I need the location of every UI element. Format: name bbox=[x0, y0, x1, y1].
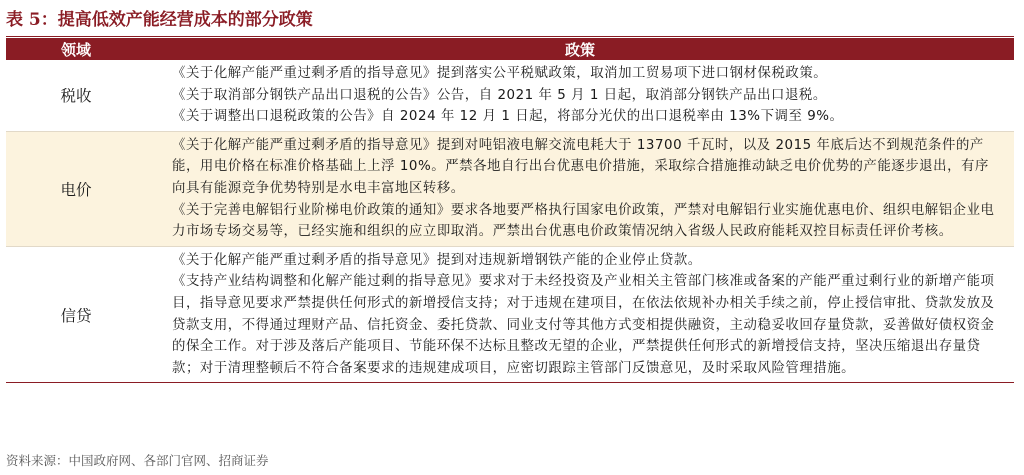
row-tax bbox=[6, 60, 1014, 131]
title-rule bbox=[6, 36, 1014, 37]
row-electricity bbox=[6, 131, 1014, 246]
domain-electricity: 电价 bbox=[6, 131, 146, 246]
policy-paragraph: 《关于调整出口退税政策的公告》自 2024 年 12 月 1 日起，将部分光伏的出口退税率由 13%下调至 9%。 bbox=[172, 109, 844, 125]
policy-paragraph: 《支持产业结构调整和化解产能过剩的指导意见》要求对于未经投资及产业相关主管部门核准或备案的产能严重过剩行业的新增产能项目，指导意见要求严禁提供任何形式的新增授信支持；对于违规在建项目，在依法依规补办相关手续之前，停止授信审批、贷款发放及贷款支用，不得通过理财产品、信托资金、委托贷款、同业支付等其他方式变相提供融资，主动稳妥收回存量贷款，妥善做好债权资金的保全工作。对于涉及落后产能项目、节能环保不达标且整改无望的企业，严禁提供任何形式的新增授信支持，坚决压缩退出存量贷款；对于清理整顿后不符合备案要求的违规建成项目，应密切跟踪主管部门反馈意见，及时采取风险管理措施。 bbox=[172, 274, 995, 376]
policy-paragraph: 《关于取消部分钢铁产品出口退税的公告》公告，自 2021 年 5 月 1 日起，取消部分钢铁产品出口退税。 bbox=[172, 87, 827, 103]
policy-tax bbox=[146, 60, 1014, 131]
row-credit bbox=[6, 246, 1014, 383]
table-header-row bbox=[6, 38, 1014, 60]
policy-credit bbox=[146, 246, 1014, 383]
policy-electricity bbox=[146, 131, 1014, 246]
table-title: 表 5：提高低效产能经营成本的部分政策 bbox=[6, 10, 313, 30]
header-policy: 政策 bbox=[146, 38, 1014, 60]
header-domain: 领域 bbox=[6, 38, 146, 60]
domain-credit: 信贷 bbox=[6, 246, 146, 383]
source-note: 资料来源：中国政府网、各部门官网、招商证券 bbox=[6, 453, 269, 468]
policy-paragraph: 《关于化解产能严重过剩矛盾的指导意见》提到落实公平税赋政策，取消加工贸易项下进口钢材保税政策。 bbox=[172, 66, 828, 81]
policy-table bbox=[6, 38, 1014, 383]
policy-paragraph: 《关于化解产能严重过剩矛盾的指导意见》提到对违规新增钢铁产能的企业停止贷款。 bbox=[172, 252, 702, 268]
policy-paragraph: 《关于化解产能严重过剩矛盾的指导意见》提到对吨铝液电解交流电耗大于 13700 千瓦时，以及 2015 年底后达不到规范条件的产能，用电价格在标准价格基础上上浮 10%。严禁各地自行出台优惠电价措施，采取综合措施推动缺乏电价优势的产能逐步退出，有序向具有能源竞争优势特别是水电丰富地区转移。 bbox=[172, 137, 989, 196]
domain-tax: 税收 bbox=[60, 87, 92, 106]
policy-paragraph: 《关于完善电解铝行业阶梯电价政策的通知》要求各地要严格执行国家电价政策，严禁对电解铝行业实施优惠电价、组织电解铝企业电力市场专场交易等，已经实施和组织的应立即取消。严禁出台优惠电价政策情况纳入省级人民政府能耗双控目标责任评价考核。 bbox=[172, 202, 995, 240]
